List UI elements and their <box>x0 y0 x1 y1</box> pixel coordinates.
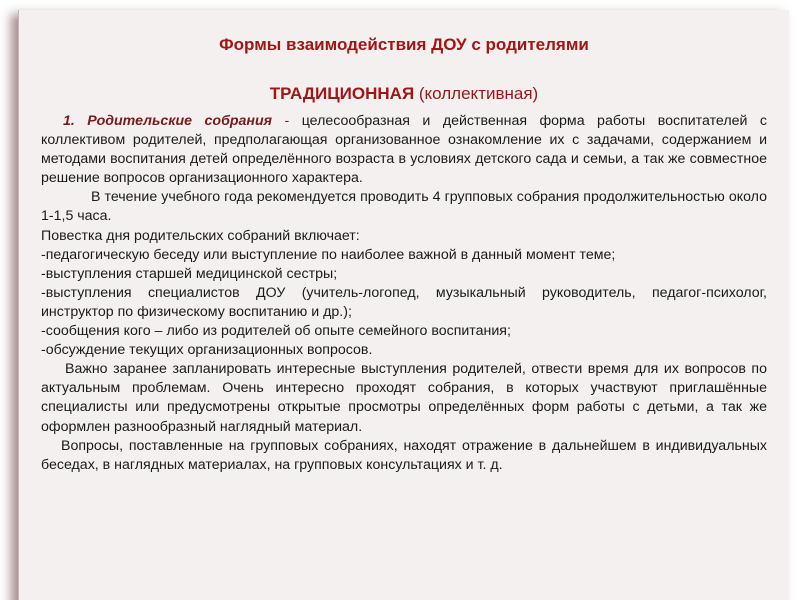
subtitle-bold: ТРАДИЦИОННАЯ <box>269 84 415 103</box>
agenda-item: -сообщения кого – либо из родителей об опыте семейного воспитания; <box>41 323 511 340</box>
agenda-item: -обсуждение текущих организационных вопросов. <box>41 342 373 359</box>
paragraph-planning: Важно заранее запланировать интересные выступления родителей, отвести время для их вопросов по актуальным проблемам. Очень интересно проходят собрания, в которых участвуют приглашённые специалисты или предусмотрены открытые просмотры определённых форм работы с детьми, а так же оформлен разнообразный наглядный материал. <box>41 361 767 435</box>
paragraph-meetings <box>41 112 767 188</box>
paragraph-schedule: В течение учебного года рекомендуется проводить 4 групповых собрания продолжительностью около 1-1,5 часа. <box>41 189 767 225</box>
slide-content <box>41 20 767 475</box>
paragraph-followup: Вопросы, поставленные на групповых собраниях, находят отражение в дальнейшем в индивидуальных беседах, в наглядных материалах, на групповых консультациях и т. д. <box>41 437 767 473</box>
slide-subtitle <box>41 84 767 104</box>
agenda-item: -выступления старшей медицинской сестры; <box>41 265 338 282</box>
slide-body <box>41 112 767 475</box>
paragraph-text: целесообразная и действенная форма работы воспитателей с коллективом родителей, предполагающая организованное ознакомление их с задачами, содержанием и методами воспитания детей определённого возраста в условиях детского сада и семьи, а так же совместное решение вопросов организационного характера. <box>41 113 768 187</box>
subtitle-rest: (коллективная) <box>414 84 539 103</box>
agenda-item: -педагогическую беседу или выступление по наиболее важной в данный момент теме; <box>41 246 616 263</box>
slide-title: Формы взаимодействия ДОУ с родителями <box>219 35 589 54</box>
paragraph-dash: - <box>272 113 302 129</box>
paragraph-lead: 1. Родительские собрания <box>63 113 273 129</box>
agenda-item: -выступления специалистов ДОУ (учитель-логопед, музыкальный руководитель, педагог-психолог, инструктор по физическому воспитанию и др.); <box>41 284 767 320</box>
paragraph-agenda: Повестка дня родительских собраний включает: <box>41 227 360 244</box>
